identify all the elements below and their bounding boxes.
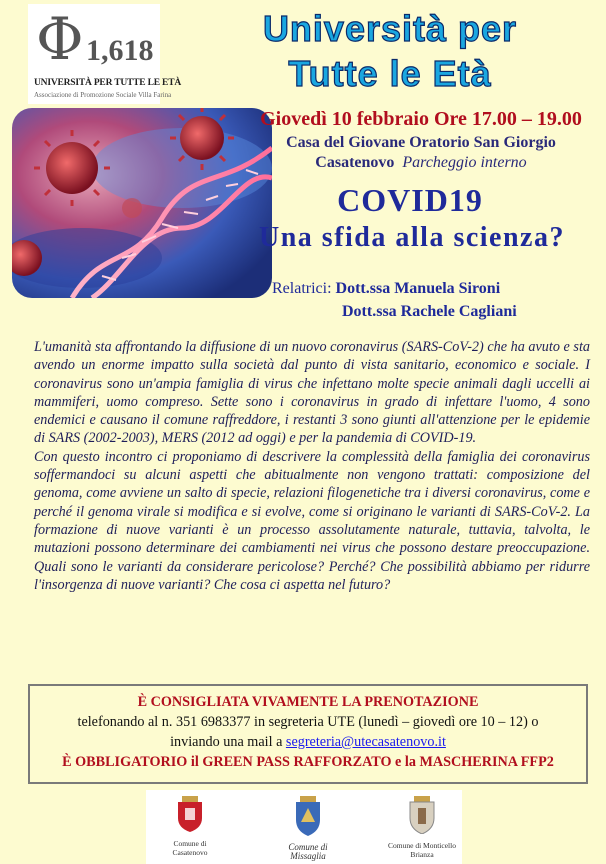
- event-topic: COVID19: [337, 182, 483, 218]
- booking-email-line: [30, 732, 586, 752]
- crest-missaglia: [272, 796, 344, 861]
- green-pass-notice: È OBBLIGATORIO il GREEN PASS RAFFORZATO e la MASCHERINA FFP2: [62, 754, 554, 770]
- booking-info-box: [28, 684, 588, 784]
- speaker-1: Dott.ssa Manuela Sironi: [335, 280, 501, 297]
- event-location: [236, 154, 606, 172]
- phi-symbol: Φ: [36, 5, 84, 73]
- email-link[interactable]: segreteria@utecasatenovo.it: [285, 734, 446, 750]
- description-text: [34, 338, 590, 594]
- event-venue: Casa del Giovane Oratorio San Giorgio: [286, 134, 556, 151]
- sponsors-footer: [146, 790, 462, 864]
- description-paragraph-2: Con questo incontro ci proponiamo di descrivere la complessità della famiglia dei coronavirus soffermandoci su alcuni aspetti che abitualmente non vengono trattati: composizione del genoma, come avviene un salto di specie, relazioni filogenetiche tra i diversi coronavirus, come e perché il genoma virale si modifica e si evolve, come si originano le varianti di SARS-CoV-2. La formazione di nuove varianti è un processo assolutamente naturale, tuttavia, talvolta, le mutazioni possono determinare dei cambiamenti nei virus che possono destare preoccupazione. Quali sono le varianti da considerare pericolose? Perché? Che possibilità abbiamo per ridurre l'insorgenza di nuove varianti? Che cosa ci aspetta nel futuro?: [34, 448, 590, 593]
- speaker-2: Dott.ssa Rachele Cagliani: [342, 303, 517, 320]
- speakers-line1: [272, 280, 500, 298]
- page-title-line1: Università per: [262, 8, 518, 49]
- crest-monticello: [386, 796, 458, 859]
- event-date: Giovedì 10 febbraio Ore 17.00 – 19.00: [260, 108, 582, 130]
- speakers-label: Relatrici:: [272, 280, 332, 297]
- event-parking: Parcheggio interno: [402, 154, 527, 171]
- booking-recommended: È CONSIGLIATA VIVAMENTE LA PRENOTAZIONE: [137, 694, 479, 710]
- page-title-line2: Tutte le Età: [288, 53, 492, 94]
- crest-caption-missaglia: Comune di Missaglia: [288, 842, 328, 861]
- casatenovo-crest-icon: [176, 796, 204, 832]
- logo-tagline: Associazione di Promozione Sociale Villa Farina: [34, 91, 172, 99]
- event-town: Casatenovo: [315, 154, 395, 171]
- booking-email-prefix: inviando una mail a: [170, 734, 286, 750]
- monticello-crest-icon: [408, 796, 436, 834]
- missaglia-crest-icon: [293, 796, 323, 836]
- crest-casatenovo: [160, 796, 220, 857]
- crest-caption-monticello: Comune di Monticello Brianza: [388, 841, 456, 859]
- description-paragraph-1: L'umanità sta affrontando la diffusione di un nuovo coronavirus (SARS-CoV-2) che ha avuto e sta avendo un enorme impatto sulla società dal punto di vista sanitario, economico e sociale. I coronavirus sono un'ampia famiglia di virus che infettano molte specie animali dagli uccelli ai mammiferi, uomo compreso. Sette sono i coronavirus in grado di infettare l'uomo, 4 sono endemici e causano il comune raffreddore, i restanti 3 sono giunti all'attenzione per le epidemie di SARS (2002-2003), MERS (2012 ad oggi) e per la pandemia di COVID-19.: [34, 339, 590, 447]
- logo-name: UNIVERSITÀ PER TUTTE LE ETÀ: [34, 78, 181, 88]
- virus-dna-image: [12, 108, 272, 298]
- golden-ratio-number: 1,618: [86, 34, 154, 67]
- ute-logo: [28, 4, 181, 104]
- booking-phone: telefonando al n. 351 6983377 in segreteria UTE (lunedì – giovedì ore 10 – 12) o: [77, 714, 539, 730]
- crest-caption-casatenovo: Comune di Casatenovo: [172, 839, 208, 857]
- event-subtitle: Una sfida alla scienza?: [259, 222, 565, 253]
